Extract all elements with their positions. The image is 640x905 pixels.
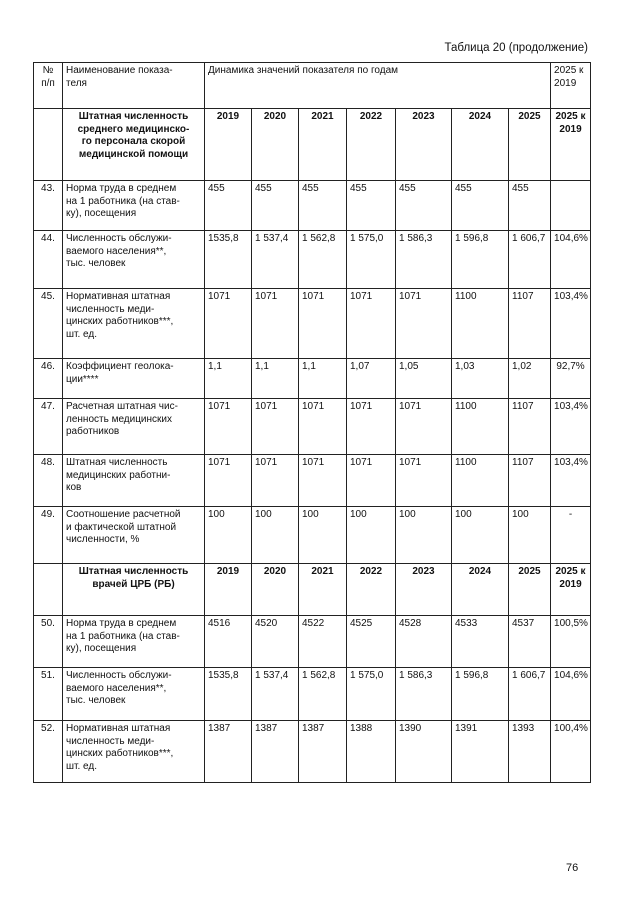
value-cell: 1,1 (252, 359, 299, 399)
ratio-cell: 104,6% (551, 231, 591, 289)
year-header: 2021 (299, 564, 347, 616)
section-num-empty (34, 564, 63, 616)
value-cell: 1393 (509, 721, 551, 783)
value-cell: 1387 (205, 721, 252, 783)
value-cell: 1 596,8 (452, 231, 509, 289)
indicator-name: Нормативная штатная численность меди- цинских работников***, шт. ед. (63, 721, 205, 783)
value-cell: 4522 (299, 616, 347, 668)
header-name: Наименование показа- теля (63, 63, 205, 109)
value-cell: 455 (252, 181, 299, 231)
value-cell: 1071 (396, 455, 452, 507)
table-row (34, 359, 591, 399)
value-cell: 4537 (509, 616, 551, 668)
ratio-cell (551, 181, 591, 231)
table-row (34, 181, 591, 231)
table-row (34, 455, 591, 507)
year-header: 2022 (347, 109, 396, 181)
indicator-name: Нормативная штатная численность меди- цинских работников***, шт. ед. (63, 289, 205, 359)
ratio-cell: 104,6% (551, 668, 591, 721)
value-cell: 455 (205, 181, 252, 231)
row-number: 47. (34, 399, 63, 455)
section-title: Штатная численность среднего медицинско- го персонала скорой медицинской помощи (63, 109, 205, 181)
row-number: 50. (34, 616, 63, 668)
value-cell: 1107 (509, 399, 551, 455)
value-cell: 455 (347, 181, 396, 231)
value-cell: 1387 (299, 721, 347, 783)
value-cell: 1 575,0 (347, 668, 396, 721)
ratio-cell: 100,5% (551, 616, 591, 668)
value-cell: 1071 (299, 455, 347, 507)
value-cell: 1 537,4 (252, 668, 299, 721)
ratio-header: 2025 к 2019 (551, 564, 591, 616)
row-number: 45. (34, 289, 63, 359)
value-cell: 100 (205, 507, 252, 564)
indicator-name: Расчетная штатная чис- ленность медицинских работников (63, 399, 205, 455)
value-cell: 1 586,3 (396, 668, 452, 721)
value-cell: 1 606,7 (509, 231, 551, 289)
section-title: Штатная численность врачей ЦРБ (РБ) (63, 564, 205, 616)
indicator-name: Норма труда в среднем на 1 работника (на став- ку), посещения (63, 181, 205, 231)
value-cell: 1100 (452, 289, 509, 359)
value-cell: 1390 (396, 721, 452, 783)
value-cell: 1071 (252, 399, 299, 455)
table-row (34, 507, 591, 564)
value-cell: 4528 (396, 616, 452, 668)
year-header: 2024 (452, 109, 509, 181)
year-header: 2019 (205, 109, 252, 181)
row-number: 44. (34, 231, 63, 289)
row-number: 46. (34, 359, 63, 399)
header-dynamics: Динамика значений показателя по годам (205, 63, 551, 109)
year-header: 2019 (205, 564, 252, 616)
year-header: 2024 (452, 564, 509, 616)
indicator-name: Численность обслужи- ваемого населения**, тыс. человек (63, 668, 205, 721)
ratio-cell: 103,4% (551, 289, 591, 359)
year-header: 2025 (509, 109, 551, 181)
value-cell: 1 586,3 (396, 231, 452, 289)
value-cell: 100 (396, 507, 452, 564)
value-cell: 455 (509, 181, 551, 231)
value-cell: 100 (509, 507, 551, 564)
value-cell: 1 596,8 (452, 668, 509, 721)
year-header: 2023 (396, 109, 452, 181)
row-number: 52. (34, 721, 63, 783)
year-header: 2020 (252, 564, 299, 616)
value-cell: 1388 (347, 721, 396, 783)
value-cell: 100 (347, 507, 396, 564)
table-row (34, 616, 591, 668)
row-number: 48. (34, 455, 63, 507)
value-cell: 1,1 (205, 359, 252, 399)
value-cell: 1100 (452, 455, 509, 507)
value-cell: 1,02 (509, 359, 551, 399)
ratio-cell: 92,7% (551, 359, 591, 399)
value-cell: 1107 (509, 289, 551, 359)
value-cell: 1071 (205, 399, 252, 455)
value-cell: 1 562,8 (299, 231, 347, 289)
value-cell: 1,05 (396, 359, 452, 399)
indicator-name: Численность обслужи- ваемого населения**, тыс. человек (63, 231, 205, 289)
value-cell: 1387 (252, 721, 299, 783)
header-num: № п/п (34, 63, 63, 109)
value-cell: 1,1 (299, 359, 347, 399)
year-header: 2021 (299, 109, 347, 181)
table-row (34, 721, 591, 783)
value-cell: 1071 (347, 289, 396, 359)
indicator-table (33, 62, 591, 783)
table-row (34, 399, 591, 455)
value-cell: 1071 (205, 289, 252, 359)
value-cell: 1071 (347, 455, 396, 507)
value-cell: 1,03 (452, 359, 509, 399)
row-number: 49. (34, 507, 63, 564)
value-cell: 1071 (347, 399, 396, 455)
section-header-row (34, 564, 591, 616)
value-cell: 1071 (299, 399, 347, 455)
value-cell: 1071 (299, 289, 347, 359)
value-cell: 1071 (396, 289, 452, 359)
value-cell: 1100 (452, 399, 509, 455)
value-cell: 4533 (452, 616, 509, 668)
table-caption: Таблица 20 (продолжение) (444, 42, 588, 54)
value-cell: 1071 (205, 455, 252, 507)
indicator-name: Соотношение расчетной и фактической штатной численности, % (63, 507, 205, 564)
ratio-header: 2025 к 2019 (551, 109, 591, 181)
year-header: 2023 (396, 564, 452, 616)
table-header-row (34, 63, 591, 109)
value-cell: 1071 (252, 455, 299, 507)
value-cell: 1,07 (347, 359, 396, 399)
value-cell: 1071 (252, 289, 299, 359)
ratio-cell: 100,4% (551, 721, 591, 783)
section-header-row (34, 109, 591, 181)
value-cell: 4516 (205, 616, 252, 668)
indicator-name: Коэффициент геолока- ции**** (63, 359, 205, 399)
table-row (34, 668, 591, 721)
header-ratio: 2025 к 2019 (551, 63, 591, 109)
value-cell: 455 (452, 181, 509, 231)
value-cell: 1071 (396, 399, 452, 455)
value-cell: 1391 (452, 721, 509, 783)
value-cell: 100 (299, 507, 347, 564)
value-cell: 1 606,7 (509, 668, 551, 721)
indicator-name: Норма труда в среднем на 1 работника (на став- ку), посещения (63, 616, 205, 668)
section-num-empty (34, 109, 63, 181)
value-cell: 455 (299, 181, 347, 231)
ratio-cell: 103,4% (551, 455, 591, 507)
value-cell: 1535,8 (205, 668, 252, 721)
value-cell: 1 562,8 (299, 668, 347, 721)
year-header: 2020 (252, 109, 299, 181)
year-header: 2025 (509, 564, 551, 616)
value-cell: 1 537,4 (252, 231, 299, 289)
year-header: 2022 (347, 564, 396, 616)
value-cell: 1 575,0 (347, 231, 396, 289)
value-cell: 100 (452, 507, 509, 564)
value-cell: 1535,8 (205, 231, 252, 289)
page-number: 76 (566, 862, 579, 874)
row-number: 43. (34, 181, 63, 231)
value-cell: 455 (396, 181, 452, 231)
table-row (34, 289, 591, 359)
value-cell: 4520 (252, 616, 299, 668)
value-cell: 100 (252, 507, 299, 564)
row-number: 51. (34, 668, 63, 721)
indicator-name: Штатная численность медицинских работни- ков (63, 455, 205, 507)
ratio-cell: 103,4% (551, 399, 591, 455)
value-cell: 1107 (509, 455, 551, 507)
ratio-cell: - (551, 507, 591, 564)
value-cell: 4525 (347, 616, 396, 668)
table-row (34, 231, 591, 289)
